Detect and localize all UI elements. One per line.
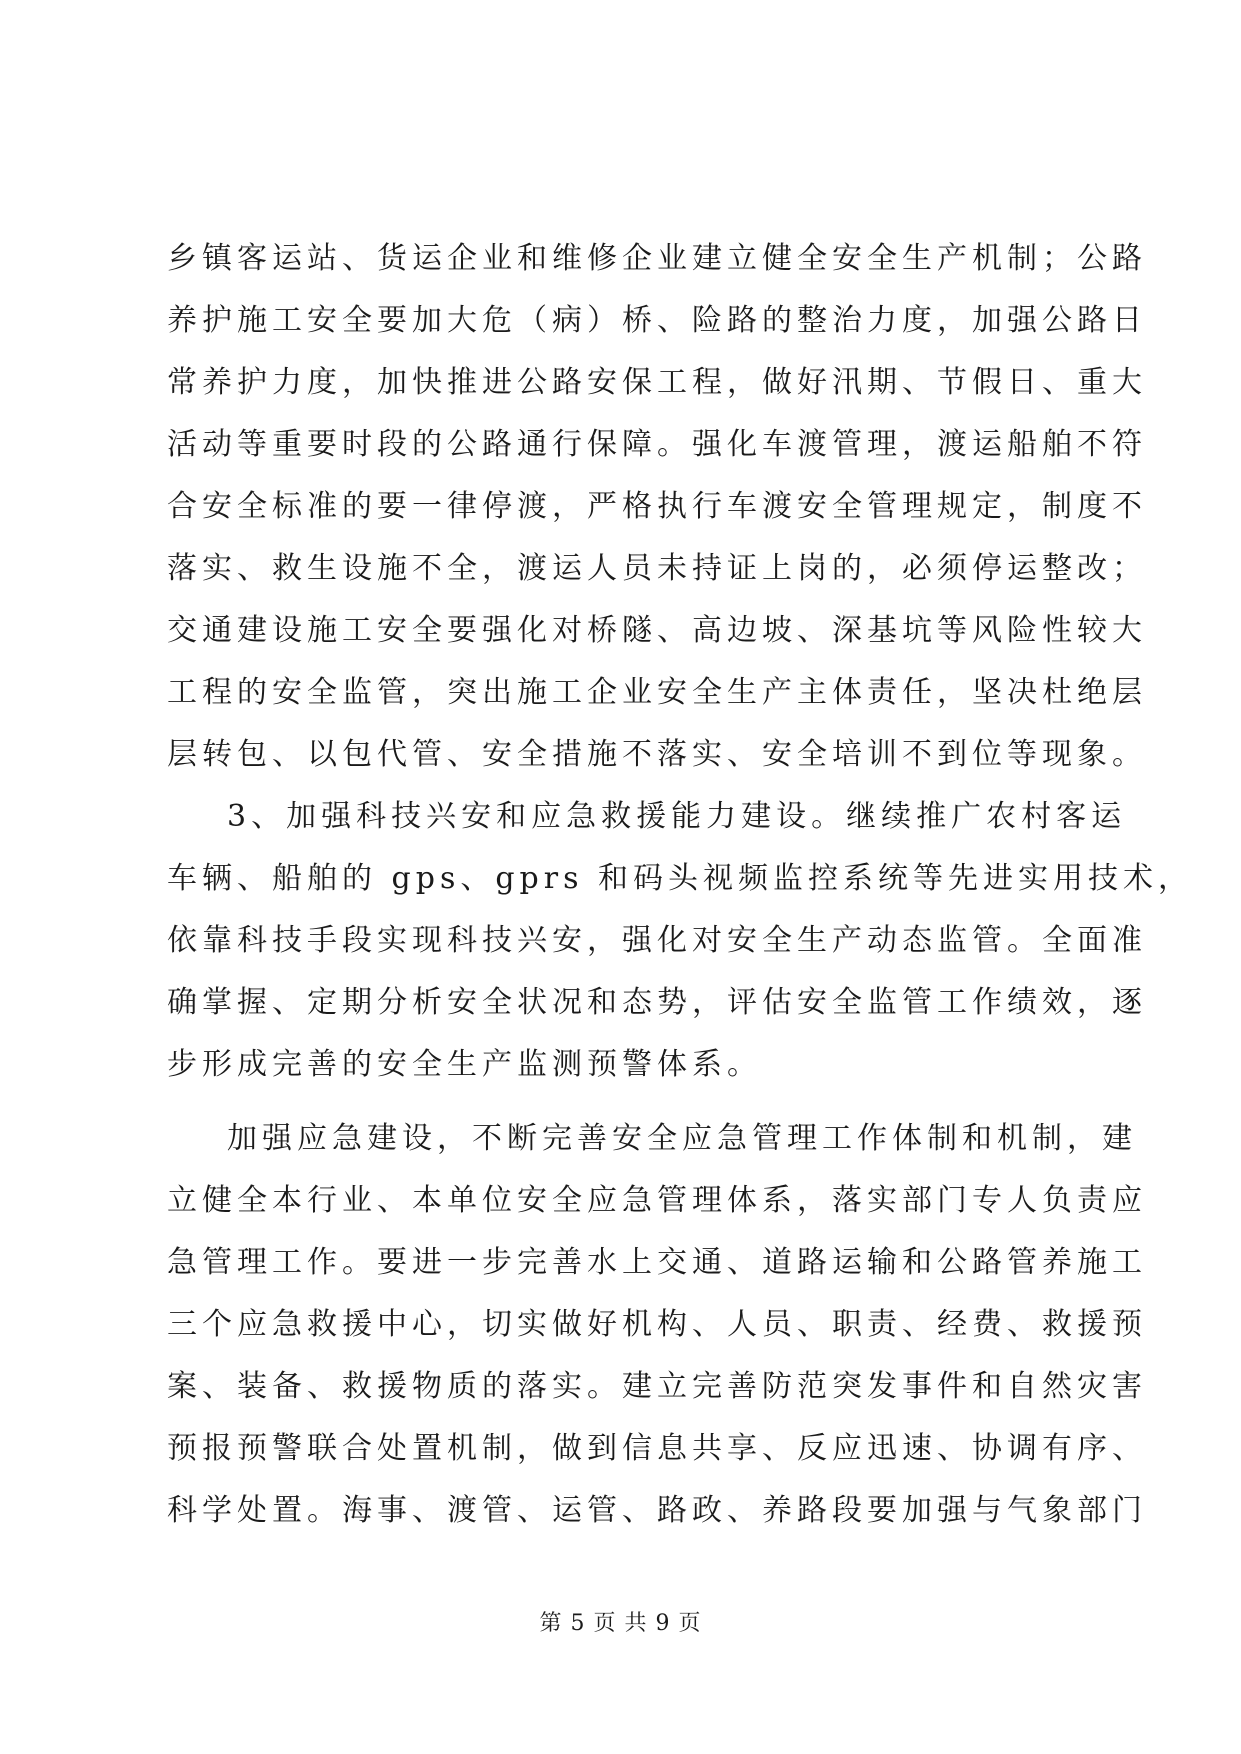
text-line: 交通建设施工安全要强化对桥隧、高边坡、深基坑等风险性较大 bbox=[167, 613, 1147, 648]
text-line: 车辆、船舶的 gps、gprs 和码头视频监控系统等先进实用技术， bbox=[167, 861, 1194, 896]
text-line: 落实、救生设施不全，渡运人员未持证上岗的，必须停运整改； bbox=[167, 551, 1147, 586]
text-line: 活动等重要时段的公路通行保障。强化车渡管理，渡运船舶不符 bbox=[167, 427, 1147, 462]
text-line: 乡镇客运站、货运企业和维修企业建立健全安全生产机制；公路 bbox=[167, 241, 1147, 276]
document-body bbox=[167, 228, 1194, 1542]
text-line: 养护施工安全要加大危（病）桥、险路的整治力度，加强公路日 bbox=[167, 303, 1147, 338]
text-line: 三个应急救援中心，切实做好机构、人员、职责、经费、救援预 bbox=[167, 1307, 1147, 1342]
text-line: 加强应急建设，不断完善安全应急管理工作体制和机制，建 bbox=[227, 1121, 1137, 1156]
text-line: 科学处置。海事、渡管、运管、路政、养路段要加强与气象部门 bbox=[167, 1493, 1147, 1528]
text-line: 立健全本行业、本单位安全应急管理体系，落实部门专人负责应 bbox=[167, 1183, 1147, 1218]
text-line: 预报预警联合处置机制，做到信息共享、反应迅速、协调有序、 bbox=[167, 1431, 1147, 1466]
text-line: 3、加强科技兴安和应急救援能力建设。继续推广农村客运 bbox=[227, 799, 1127, 834]
text-line: 层转包、以包代管、安全措施不落实、安全培训不到位等现象。 bbox=[167, 737, 1147, 772]
text-line: 常养护力度，加快推进公路安保工程，做好汛期、节假日、重大 bbox=[167, 365, 1147, 400]
text-line: 依靠科技手段实现科技兴安，强化对安全生产动态监管。全面准 bbox=[167, 923, 1147, 958]
text-line: 确掌握、定期分析安全状况和态势，评估安全监管工作绩效，逐 bbox=[167, 985, 1147, 1020]
page-number-footer: 第 5 页 共 9 页 bbox=[539, 1611, 702, 1636]
text-line: 步形成完善的安全生产监测预警体系。 bbox=[167, 1047, 762, 1082]
text-line: 工程的安全监管，突出施工企业安全生产主体责任，坚决杜绝层 bbox=[167, 675, 1147, 710]
text-line: 合安全标准的要一律停渡，严格执行车渡安全管理规定，制度不 bbox=[167, 489, 1147, 524]
text-line: 案、装备、救援物质的落实。建立完善防范突发事件和自然灾害 bbox=[167, 1369, 1147, 1404]
text-line: 急管理工作。要进一步完善水上交通、道路运输和公路管养施工 bbox=[167, 1245, 1147, 1280]
